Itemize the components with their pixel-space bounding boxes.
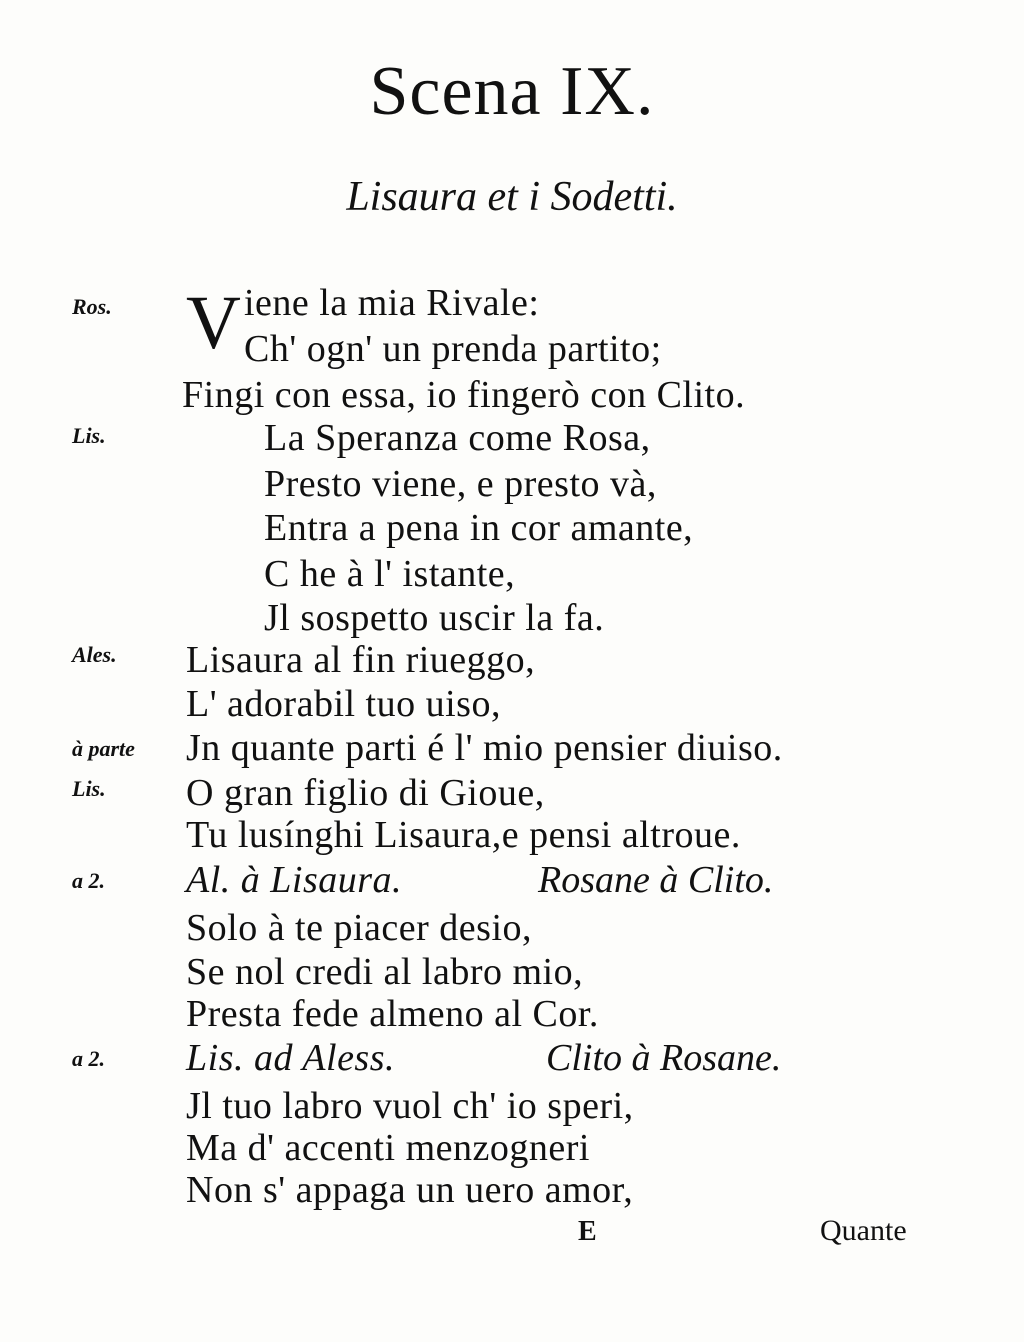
verse-line: Entra a pena in cor amante, <box>264 507 694 549</box>
speaker-a2-first: a 2. <box>72 868 105 893</box>
verse-line: Presta fede almeno al Cor. <box>186 993 599 1035</box>
verse-line: Fingi con essa, io fingerò con Clito. <box>182 374 746 416</box>
verse-line: O gran figlio di Gioue, <box>186 772 545 814</box>
speaker-lis: Lis. <box>72 423 106 448</box>
verse-line: Non s' appaga un uero amor, <box>186 1169 634 1211</box>
stage-direction-a-parte: à parte <box>72 736 135 761</box>
duet-direction-right: Clito à Rosane. <box>546 1037 782 1079</box>
drop-cap: V <box>186 281 241 365</box>
verse-line: Tu lusínghi Lisaura,e pensi altroue. <box>186 814 741 856</box>
speaker-a2-second: a 2. <box>72 1046 105 1071</box>
catchword: Quante <box>820 1214 907 1247</box>
signature-mark: E <box>578 1216 597 1247</box>
verse-line: Se nol credi al labro mio, <box>186 951 584 993</box>
verse-line: L' adorabil tuo uiso, <box>186 683 501 725</box>
duet-direction-left: Al. à Lisaura. <box>186 859 403 901</box>
speaker-ales: Ales. <box>72 642 117 667</box>
verse-line: Solo à te piacer desio, <box>186 907 533 949</box>
duet-direction-right: Rosane à Clito. <box>538 859 774 901</box>
duet-direction-left: Lis. ad Aless. <box>186 1037 396 1079</box>
speaker-lis-second: Lis. <box>72 776 106 801</box>
verse-line: Jl sospetto uscir la fa. <box>264 597 605 639</box>
verse-line: Jn quante parti é l' mio pensier diuiso. <box>186 727 783 769</box>
verse-line: C he à l' istante, <box>264 553 516 595</box>
verse-line: Presto viene, e presto và, <box>264 463 657 505</box>
verse-line: iene la mia Rivale: <box>244 282 540 324</box>
verse-line: Ma d' accenti menzogneri <box>186 1127 590 1169</box>
speaker-ros: Ros. <box>72 294 112 319</box>
verse-line: Jl tuo labro vuol ch' io speri, <box>186 1085 634 1127</box>
verse-line: Ch' ogn' un prenda partito; <box>244 328 662 370</box>
verse-line: La Speranza come Rosa, <box>264 417 651 459</box>
verse-line: Lisaura al fin riueggo, <box>186 639 536 681</box>
scene-title: Scena IX. <box>369 53 655 130</box>
scene-subtitle: Lisaura et i Sodetti. <box>346 174 678 220</box>
